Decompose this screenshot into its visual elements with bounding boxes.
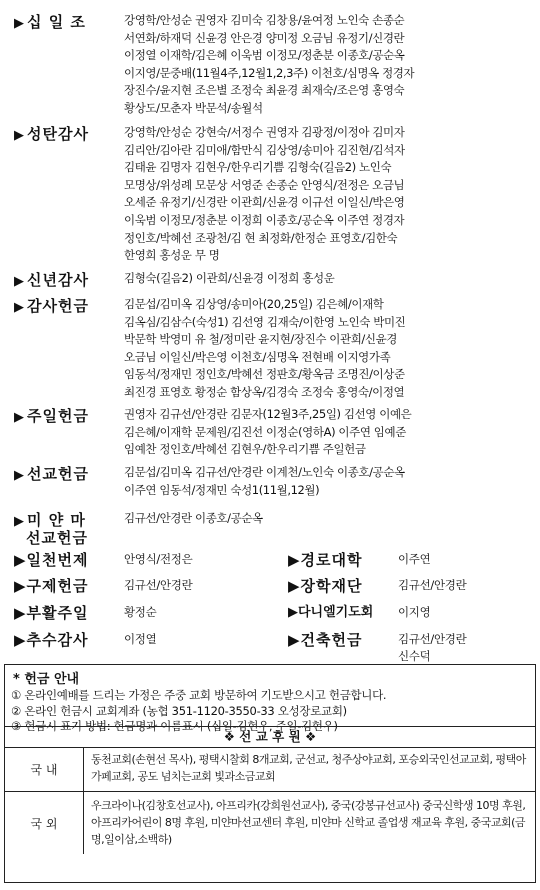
triangle-right-icon: ▶ — [14, 631, 27, 649]
donor-list: 강영학/안성순 권영자 김미숙 김창용/윤여정 노인숙 손종순 서연화/하재덕 신윤경 안은경 양미정 오금님 유정기/신경란 이정열 이재학/김은혜 이욱범 이정모/정춘분 이종호/공순옥 이지영/문중배(11월4주,12월1,2,3주) 이천호/심명옥 정경자 장진수/윤지현 조은별 조정숙 최윤경 최재숙/조은영 홍영숙 황상도/모춘자 박문석/송월석 — [124, 13, 415, 115]
mission-row-domestic — [5, 747, 535, 792]
mission-text: 우크라이나(김창호선교사), 아프리카(강희원선교사), 중국(강봉규선교사) 중국신학생 10명 후원, 아프리카어린이 8명 후원, 미얀마선교센터 후원, 미얀마 신학교 졸업생 재교육 후원, 중국교회(금명,일이삼,소백하) — [91, 799, 526, 846]
donor-list: 김문섭/김미옥 김규선/안경란 이계천/노인숙 이종호/공순옥 이주연 임동석/정재민 숙성1(11월,12월) — [124, 465, 405, 497]
triangle-right-icon: ▶ — [14, 514, 25, 529]
section-label: ▶ 미 얀 마 — [14, 511, 86, 529]
donor-list: 권영자 김규선/안경란 김문자(12월3주,25일) 김선영 이예은 김은혜/이재학 문제원/김진선 이정순(영하A) 이주연 임예준 임예찬 정인호/박혜선 김현우/한우리기쁨 주일헌금 — [124, 407, 412, 457]
section-label: ▶ 성탄감사 — [14, 125, 89, 143]
pairs-grid — [0, 550, 540, 663]
mission-text: 동천교회(손현선 목사), 평택시찰회 8개교회, 군선교, 청주상야교회, 포승외국인선교교회, 평택아가페교회, 공도 넘치는교회 빛과소금교회 — [91, 753, 526, 783]
pair-label: ▶일천번제 — [14, 551, 89, 569]
triangle-right-icon: ▶ — [14, 274, 25, 289]
triangle-right-icon: ▶ — [14, 128, 25, 143]
triangle-right-icon: ▶ — [14, 551, 27, 569]
triangle-right-icon: ▶ — [288, 605, 298, 620]
section-label: ▶ 신년감사 — [14, 271, 89, 289]
triangle-right-icon: ▶ — [14, 300, 25, 315]
offering-guide-line: ① 온라인예배를 드리는 가정은 주중 교회 방문하여 기도받으시고 헌금합니다. — [11, 688, 387, 702]
pair-label: ▶다니엘기도회 — [288, 605, 374, 620]
offering-guide-line: ③ 헌금시 표기 방법: 헌금명과 이름표시 (십일-김현우, 주일-김현우) — [11, 719, 338, 733]
pair-value: 이주연 — [398, 552, 431, 566]
triangle-right-icon: ▶ — [14, 16, 25, 31]
section-label: ▶ 감사헌금 — [14, 297, 89, 315]
pair-value: 황정순 — [124, 605, 157, 619]
pair-value: 이지영 — [398, 605, 431, 619]
pair-value-line2: 신수덕 — [398, 649, 431, 663]
triangle-right-icon: ▶ — [14, 410, 25, 425]
triangle-right-icon: ▶ — [14, 468, 25, 483]
pair-value: 안영식/전정은 — [124, 552, 193, 566]
donor-list: 강영학/안성순 강현숙/서정수 권영자 김광정/이정아 김미자 김리안/김아란 김미애/함만식 김상영/송미아 김진현/김석자 김태윤 김명자 김현우/한우리기쁨 김형숙(길음2) 노인숙 모명상/위성례 모문상 서영준 손종순 안영식/전정은 오금님 오세준 유정기/신경란 이관희/신윤경 이규선 이일신/박은영 이욱범 이정모/정춘분 이정희 이종호/공순옥 이주연 정경자 정인호/박혜선 조광천/김 현 최정화/한정순 표영호/김한숙 한영희 홍성운 무 명 — [124, 125, 405, 263]
triangle-right-icon: ▶ — [288, 577, 301, 595]
pair-label: ▶건축헌금 — [288, 631, 363, 649]
section-label-line2: 선교헌금 — [26, 529, 88, 547]
triangle-right-icon: ▶ — [14, 604, 27, 622]
pair-label: ▶부활주일 — [14, 604, 89, 622]
donor-list: 김규선/안경란 이종호/공순옥 — [124, 511, 263, 525]
section-label: ▶ 선교헌금 — [14, 465, 89, 483]
pair-value: 이정열 — [124, 632, 157, 646]
pair-label: ▶구제헌금 — [14, 577, 89, 595]
mission-support-title: ❖ 선 교 후 원 ❖ — [5, 726, 535, 748]
section-label: ▶ 주일헌금 — [14, 407, 89, 425]
pair-value: 김규선/안경란 — [124, 578, 193, 592]
pair-label: ▶장학재단 — [288, 577, 363, 595]
mission-row-overseas — [5, 792, 535, 854]
triangle-right-icon: ▶ — [14, 577, 27, 595]
section-label: ▶ 십 일 조 — [14, 13, 86, 31]
offering-info-box — [4, 664, 536, 883]
pair-value: 김규선/안경란 — [398, 578, 467, 592]
pair-label: ▶경로대학 — [288, 551, 363, 569]
pair-label: ▶추수감사 — [14, 631, 89, 649]
triangle-right-icon: ▶ — [288, 631, 301, 649]
offering-guide-title: * 헌금 안내 — [13, 672, 80, 687]
donor-list: 김문섭/김미옥 김상영/송미아(20,25일) 김은혜/이재학 김옥심/김삼수(숙성1) 김선영 김재숙/이한영 노인숙 박미진 박문학 박영미 유 철/정미란 윤지현/장진수 이관희/신윤경 오금님 이일신/박은영 이천호/심명옥 전현배 이지영가족 임동석/정재민 정인호/박혜선 정판호/황옥금 조명진/이상준 최진경 표영호 황정순 함상옥/김경숙 조정숙 홍영숙/이정열 — [124, 297, 406, 399]
donor-list: 김형숙(길음2) 이관희/신윤경 이정희 홍성운 — [124, 271, 335, 285]
mission-category: 국 외 — [5, 792, 84, 854]
triangle-right-icon: ▶ — [288, 551, 301, 569]
mission-category: 국 내 — [5, 747, 84, 791]
pair-value: 김규선/안경란 — [398, 632, 467, 646]
offering-guide-line: ② 온라인 헌금시 교회계좌 (농협 351-1120-3550-33 오성장로교회) — [11, 704, 347, 718]
